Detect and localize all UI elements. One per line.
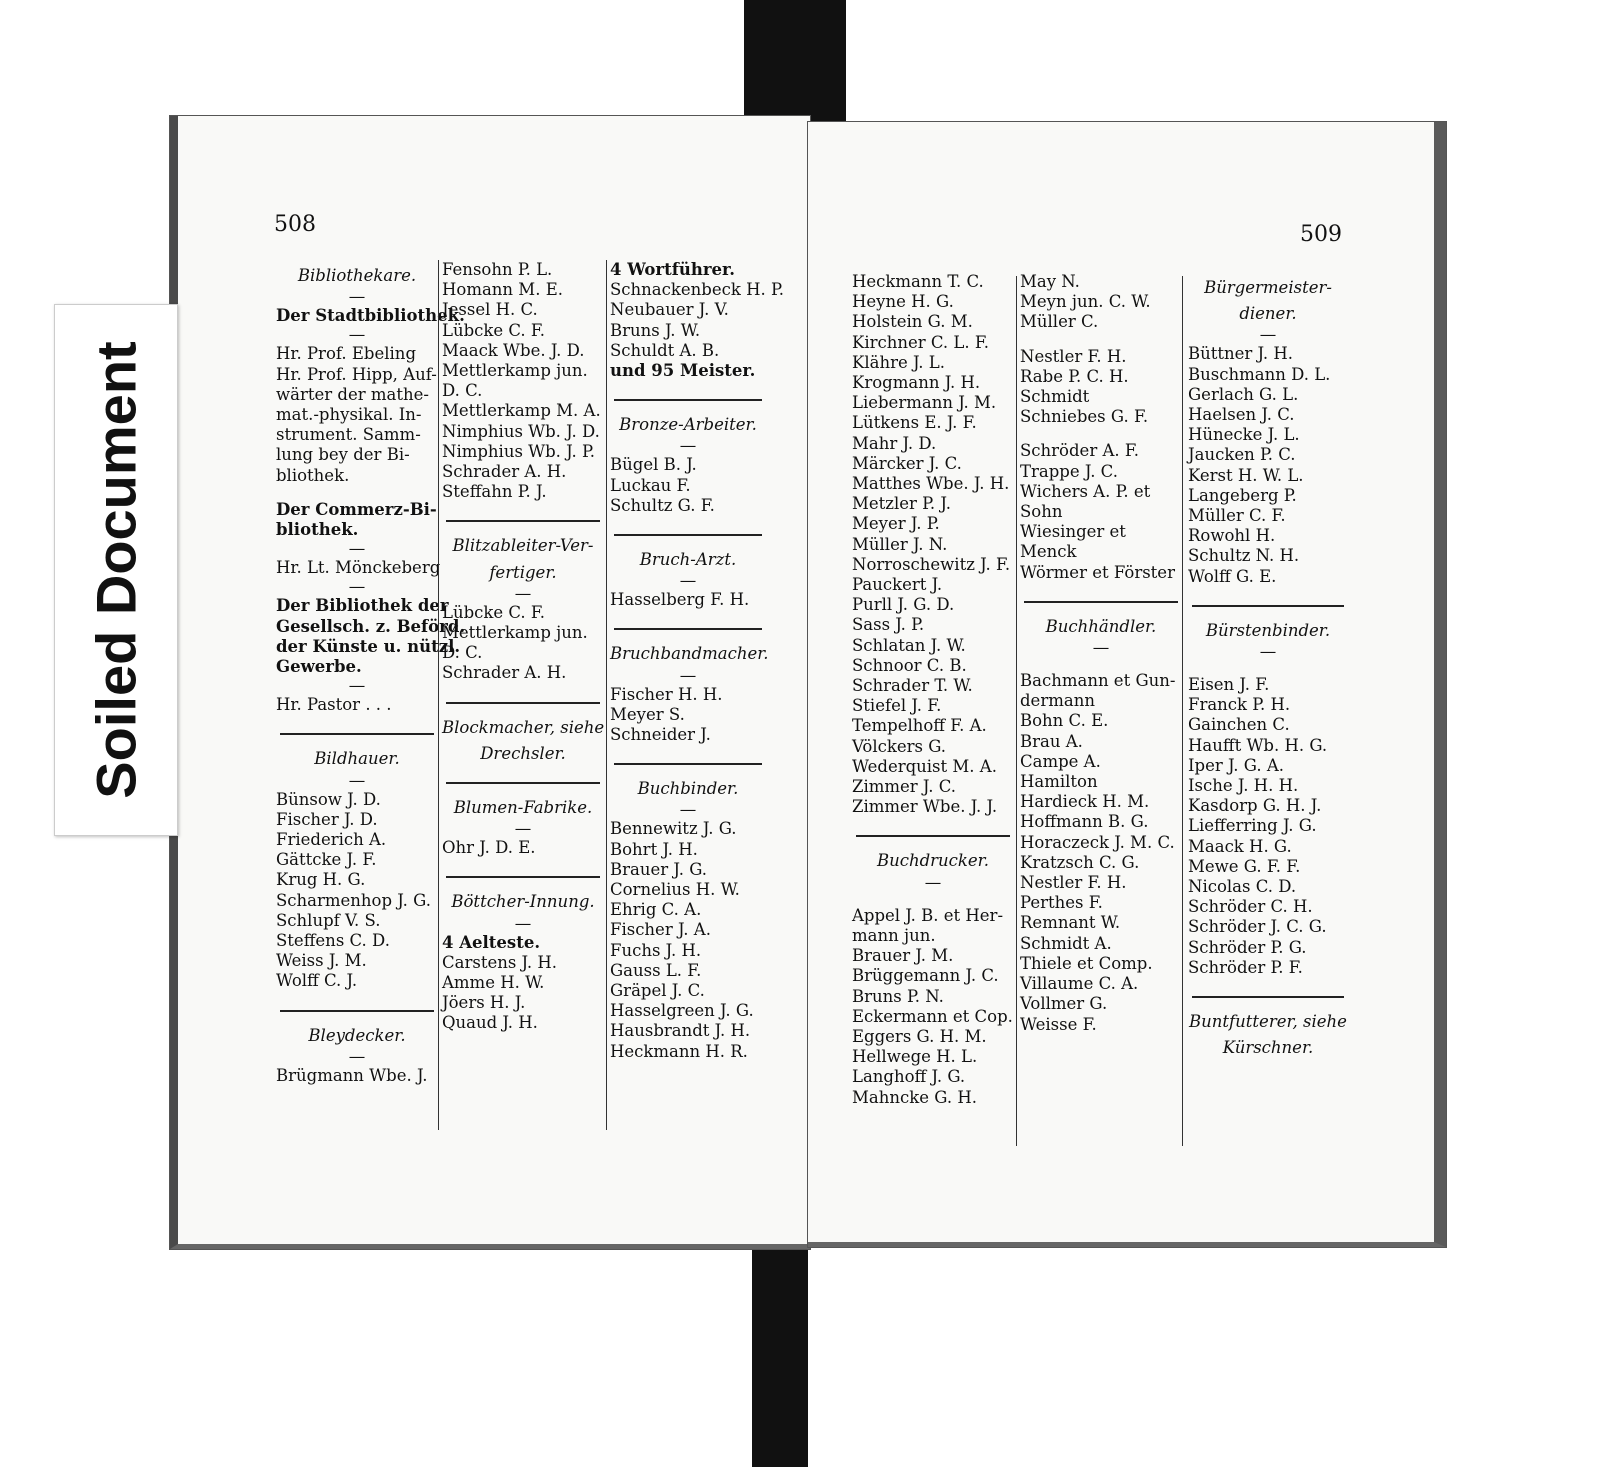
dash-separator: — [1259,642,1277,662]
section-heading: Bürgermeister- [1204,278,1332,297]
list-item: Kratzsch C. G. [1020,852,1140,872]
list-item: Fischer J. D. [276,809,378,829]
list-item: Rowohl H. [1188,526,1276,546]
dash-separator: — [348,325,366,345]
dash-separator: — [348,1046,366,1066]
list-item: Liefferring J. G. [1188,816,1317,836]
list-item: Nestler F. H. [1020,346,1127,366]
list-item: Schneider J. [610,725,711,745]
list-item: Schultz N. H. [1188,546,1300,566]
list-item: Meyer S. [610,704,685,724]
section-heading: Buchhändler. [1045,616,1157,636]
column-divider [606,260,607,1130]
dash-separator: — [679,665,697,685]
soiled-document-label [54,304,178,836]
list-item: Müller J. N. [852,534,948,554]
list-item: Mewe G. F. F. [1188,856,1301,876]
list-item: Maack Wbe. J. D. [442,340,585,360]
list-item: Fischer H. H. [610,684,723,704]
section-heading: Buchbinder. [637,779,739,799]
dash-separator: — [514,819,532,839]
list-item: Fischer J. A. [610,920,711,940]
list-item: Schniebes G. F. [1020,407,1149,427]
right-column-1 [852,272,1014,1108]
list-item: Sass J. P. [852,615,925,635]
list-item: Rabe P. C. H. [1020,366,1129,386]
list-item: Carstens J. H. [442,952,558,972]
list-item: Pauckert J. [852,575,943,595]
list-item: Buschmann D. L. [1188,364,1331,384]
section-rule [446,782,600,784]
list-item: Ohr J. D. E. [442,838,536,858]
list-item: Brauer J. M. [852,946,954,966]
list-item: Gräpel J. C. [610,981,705,1001]
left-page-number: 508 [274,212,316,237]
section-heading: diener. [1239,304,1297,324]
list-item: Metzler P. J. [852,494,951,514]
list-item: Schultz G. F. [610,495,715,515]
list-item: Krogmann J. H. [852,373,981,393]
list-item: Brügmann Wbe. J. [276,1065,428,1085]
list-item: Cornelius H. W. [610,880,740,900]
list-item: Hardieck H. M. [1020,792,1150,812]
list-item: Meyn jun. C. W. [1020,292,1151,312]
list-item: Bruns P. N. [852,986,944,1006]
section-heading: Bürstenbinder. [1205,620,1331,640]
list-item: Holstein G. M. [852,312,973,332]
list-item: Weiss J. M. [276,951,367,971]
list-item: Langhoff J. G. [852,1067,966,1087]
list-item: Luckau F. [610,475,691,495]
list-item: Bruns J. W. [610,320,701,340]
list-item: Purll J. G. D. [852,595,955,615]
gutter-bottom [752,1228,808,1467]
list-item: Schlatan J. W. [852,635,966,655]
list-item: wärter der mathe- [276,384,429,404]
subheading: der Künste u. nützl. [276,636,461,656]
list-item: Weisse F. [1020,1014,1097,1034]
list-item: Büttner J. H. [1188,344,1293,364]
dash-separator: — [514,913,532,933]
list-item: Campe A. [1020,751,1101,771]
list-item: Kasdorp G. H. J. [1188,796,1322,816]
subheading: Gesellsch. z. Beförd. [276,616,466,636]
list-item: Mettlerkamp jun. [442,623,588,643]
list-item: Haufft Wb. H. G. [1188,735,1328,755]
list-item: Märcker J. C. [852,453,962,473]
list-item: Klähre J. L. [852,352,945,372]
list-item: Schröder P. G. [1188,937,1307,957]
list-item: Schnoor C. B. [852,655,967,675]
list-item: Hr. Lt. Mönckeberg [276,558,441,578]
list-item: Hausbrandt J. H. [610,1021,751,1041]
spacer [276,486,438,500]
list-item: Zimmer Wbe. J. J. [852,797,998,817]
list-item: Hellwege H. L. [852,1047,978,1067]
section-heading: Bruchbandmacher. [610,644,769,664]
left-column-2 [442,260,604,1034]
section-heading: Blockmacher, siehe [442,717,605,737]
section-rule [446,520,600,522]
list-item: Nicolas C. D. [1188,877,1297,897]
list-item: Schrader A. H. [442,462,567,482]
list-item: Jöers H. J. [442,993,526,1013]
section-rule [614,399,762,401]
section-rule [614,763,762,765]
list-item: Gainchen C. [1188,715,1290,735]
list-item: Schröder C. H. [1188,897,1313,917]
dash-separator: — [1259,325,1277,345]
list-item: Hr. Pastor . . . [276,695,392,715]
section-heading: fertiger. [489,562,557,582]
section-rule [1024,601,1178,603]
list-item: Villaume C. A. [1020,974,1139,994]
section-rule [446,702,600,704]
left-column-3 [610,260,784,1062]
list-item: Meyer J. P. [852,514,940,534]
dash-separator: — [348,676,366,696]
list-item: Sohn [1020,502,1063,522]
right-column-3 [1188,272,1348,1061]
list-item: Schmidt A. [1020,933,1112,953]
list-item: Hr. Prof. Hipp, Auf- [276,364,437,384]
list-item: Bügel B. J. [610,455,697,475]
section-heading: Kürschner. [1222,1038,1314,1058]
list-item: Müller C. F. [1188,506,1286,526]
list-item: Hoffmann B. G. [1020,812,1149,832]
right-page-number: 509 [1300,222,1342,247]
spacer [1020,333,1182,347]
list-item: Schlupf V. S. [276,910,381,930]
list-item: Franck P. H. [1188,695,1291,715]
list-item: Fuchs J. H. [610,940,702,960]
dash-separator: — [514,583,532,603]
section-rule [446,876,600,878]
list-item: Kerst H. W. L. [1188,465,1304,485]
list-item: Perthes F. [1020,893,1103,913]
list-item: Neubauer J. V. [610,300,729,320]
list-item: Bohn C. E. [1020,711,1109,731]
list-item: Horaczeck J. M. C. [1020,832,1175,852]
column-divider [438,260,439,1130]
list-item: Mahr J. D. [852,433,937,453]
list-item: Norroschewitz J. F. [852,554,1011,574]
section-heading: Blitzableiter-Ver- [452,536,594,556]
list-item: Müller C. [1020,312,1099,332]
list-item: Scharmenhop J. G. [276,890,431,910]
dash-separator: — [679,571,697,591]
list-item: Wederquist M. A. [852,756,997,776]
section-heading: Bronze-Arbeiter. [619,415,757,435]
subheading: 4 Aelteste. [442,932,541,952]
list-item: Krug H. G. [276,870,366,890]
section-heading: Buntfutterer, siehe [1189,1012,1347,1032]
list-item: Quaud J. H. [442,1013,538,1033]
list-item: Hamilton [1020,772,1098,792]
section-rule [856,835,1010,837]
list-item: Friederich A. [276,830,387,850]
list-item: Mettlerkamp jun. [442,361,588,381]
list-item: Tempelhoff F. A. [852,716,987,736]
list-item: D. C. [442,381,483,401]
list-item: Jaucken P. C. [1188,445,1296,465]
list-item: lung bey der Bi- [276,445,410,465]
list-item: Hasselberg F. H. [610,590,750,610]
list-item: Menck [1020,542,1077,562]
list-item: Gättcke J. F. [276,850,377,870]
dash-separator: — [679,800,697,820]
list-item: Ehrig C. A. [610,900,702,920]
list-item: bliothek. [276,465,350,485]
list-item: Eckermann et Cop. [852,1006,1013,1026]
section-heading: Drechsler. [480,743,566,763]
list-item: strument. Samm- [276,425,421,445]
list-item: Eisen J. F. [1188,675,1270,695]
label-text: Soiled Document [84,341,148,799]
list-item: Gerlach G. L. [1188,384,1299,404]
list-item: Völckers G. [852,736,947,756]
list-item: Nimphius Wb. J. P. [442,441,596,461]
section-heading: Böttcher-Innung. [451,892,595,912]
list-item: Vollmer G. [1020,994,1108,1014]
list-item: Ische J. H. H. [1188,776,1299,796]
list-item: Schuldt A. B. [610,340,720,360]
list-item: Steffahn P. J. [442,482,547,502]
section-rule [614,628,762,630]
list-item: Liebermann J. M. [852,393,997,413]
list-item: Trappe J. C. [1020,461,1118,481]
list-item: Schröder P. F. [1188,957,1303,977]
list-item: Bachmann et Gun- [1020,671,1176,691]
list-item: Schmidt [1020,387,1090,407]
list-item: D. C. [442,643,483,663]
list-item: Gauss L. F. [610,960,702,980]
dash-separator: — [348,287,366,307]
subheading: Gewerbe. [276,657,362,677]
list-item: Thiele et Comp. [1020,953,1153,973]
section-rule [280,1010,434,1012]
dash-separator: — [348,770,366,790]
spacer [1020,427,1182,441]
list-item: May N. [1020,272,1080,291]
list-item: Bünsow J. D. [276,789,381,809]
list-item: Appel J. B. et Her- [852,905,1004,925]
list-item: Heckmann H. R. [610,1041,748,1061]
dash-separator: — [679,436,697,456]
list-item: dermann [1020,691,1095,711]
list-item: Haelsen J. C. [1188,405,1295,425]
list-item: Schrader T. W. [852,676,973,696]
list-item: Langeberg P. [1188,485,1297,505]
list-item: Lübcke C. F. [442,320,546,340]
list-item: Zimmer J. C. [852,777,957,797]
dash-separator: — [348,577,366,597]
section-rule [1192,996,1344,998]
list-item: Brauer J. G. [610,859,708,879]
list-item: Wolff C. J. [276,971,358,991]
list-item: Fensohn P. L. [442,260,553,279]
list-item: mann jun. [852,925,936,945]
list-item: Nestler F. H. [1020,873,1127,893]
list-item: Mahncke G. H. [852,1087,977,1107]
list-item: Amme H. W. [442,973,545,993]
list-item: Heckmann T. C. [852,272,984,291]
list-item: Schnackenbeck H. P. [610,280,784,300]
dash-separator: — [924,872,942,892]
list-item: Stiefel J. F. [852,696,942,716]
dash-separator: — [1092,638,1110,658]
list-item: Wolff G. E. [1188,566,1277,586]
list-item: Wichers A. P. et [1020,481,1151,501]
list-item: Lütkens E. J. F. [852,413,977,433]
subheading: 4 Wortführer. [610,260,735,279]
list-item: Wörmer et Förster [1020,562,1175,582]
list-item: Schrader A. H. [442,663,567,683]
subheading: bliothek. [276,520,359,540]
section-rule [280,733,434,735]
list-item: Remnant W. [1020,913,1121,933]
list-item: Iper J. G. A. [1188,755,1285,775]
gutter-top [744,0,846,132]
section-heading: Bruch-Arzt. [639,550,737,570]
section-heading: Bildhauer. [314,749,400,769]
spacer [1020,657,1182,671]
section-heading: Blumen-Fabrike. [453,798,593,818]
subheading: Der Bibliothek der [276,596,449,616]
list-item: Lübcke C. F. [442,602,546,622]
list-item: Steffens C. D. [276,931,390,951]
list-item: Schröder A. F. [1020,441,1139,461]
list-item: Bohrt J. H. [610,839,698,859]
list-item: mat.-physikal. In- [276,405,422,425]
section-rule [614,534,762,536]
list-item: Bennewitz J. G. [610,819,737,839]
list-item: Hasselgreen J. G. [610,1001,754,1021]
list-item: Mettlerkamp M. A. [442,401,601,421]
list-item: Hünecke J. L. [1188,425,1300,445]
list-item: Brau A. [1020,731,1083,751]
list-item: Hr. Prof. Ebeling [276,344,417,364]
column-divider [1016,276,1017,1146]
section-heading: Bibliothekare. [297,266,417,285]
list-item: Wiesinger et [1020,522,1126,542]
list-item: Matthes Wbe. J. H. [852,474,1010,494]
section-heading: Buchdrucker. [876,851,990,871]
spacer [1188,661,1348,675]
column-divider [1182,276,1183,1146]
section-heading: Bleydecker. [308,1025,406,1045]
subheading: und 95 Meister. [610,361,756,381]
list-item: Homann M. E. [442,280,563,300]
section-rule [1192,605,1344,607]
dash-separator: — [348,539,366,559]
subheading: Der Stadtbibliothek. [276,306,465,326]
list-item: Maack H. G. [1188,836,1292,856]
right-column-2 [1020,272,1182,1035]
list-item: Heyne H. G. [852,292,954,312]
spacer [852,892,1014,906]
list-item: Kirchner C. L. F. [852,332,989,352]
list-item: Jessel H. C. [442,300,538,320]
subheading: Der Commerz-Bi- [276,499,437,519]
list-item: Eggers G. H. M. [852,1026,987,1046]
list-item: Schröder J. C. G. [1188,917,1327,937]
list-item: Nimphius Wb. J. D. [442,421,600,441]
list-item: Brüggemann J. C. [852,966,999,986]
